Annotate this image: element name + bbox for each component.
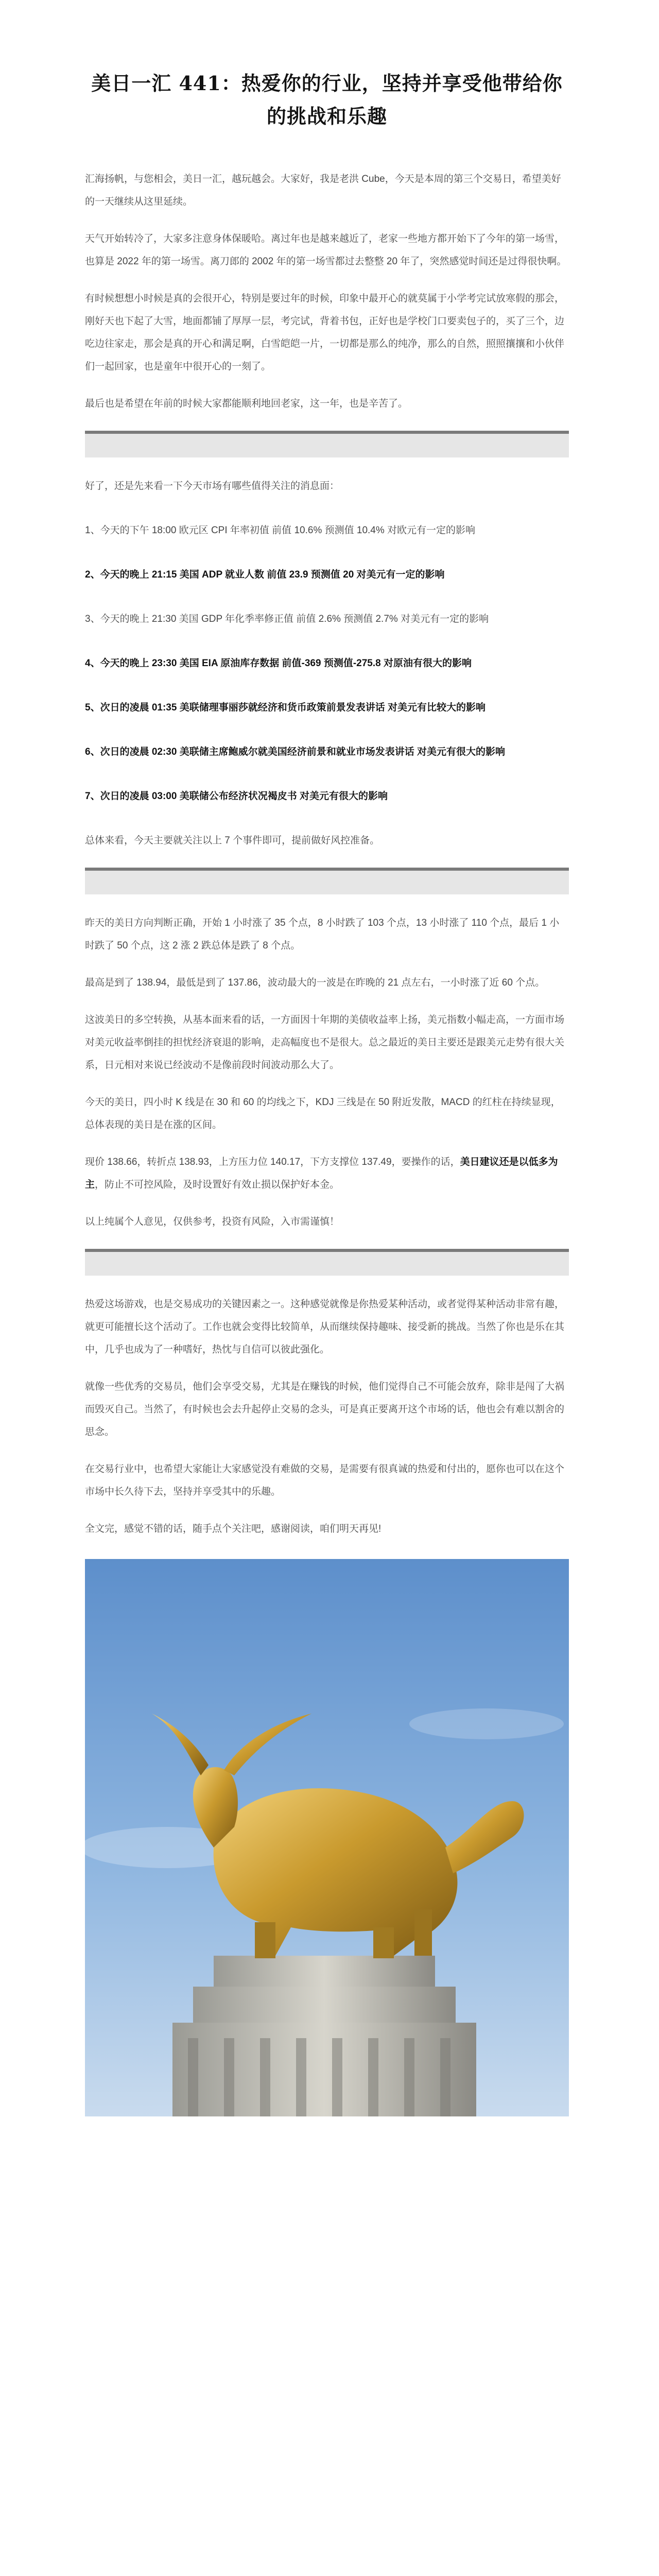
event-item: 1、今天的下午 18:00 欧元区 CPI 年率初值 前值 10.6% 预测值 10.4% 对欧元有一定的影响 [85, 525, 476, 536]
analysis-paragraph: 最高是到了 138.94，最低是到了 137.86，波动最大的一波是在昨晚的 21 点左右，一小时涨了近 60 个点。 [85, 977, 545, 988]
closing-paragraph: 在交易行业中，也希望大家能让大家感觉没有难做的交易，是需要有很真诚的热爱和付出的，愿你也可以在这个市场中长久待下去，坚持并享受其中的乐趣。 [85, 1464, 565, 1497]
events-summary: 总体来看，今天主要就关注以上 7 个事件即可，提前做好风控准备。 [85, 835, 380, 846]
event-item: 3、今天的晚上 21:30 美国 GDP 年化季率修正值 前值 2.6% 预测值 2.7% 对美元有一定的影响 [85, 614, 489, 624]
event-item: 7、次日的凌晨 03:00 美联储公布经济状况褐皮书 对美元有很大的影响 [85, 791, 388, 802]
event-item: 2、今天的晚上 21:15 美国 ADP 就业人数 前值 23.9 预测值 20 对美元有一定的影响 [85, 569, 445, 580]
intro-paragraph: 天气开始转冷了，大家多注意身体保暖哈。离过年也是越来越近了，老家一些地方都开始下了今年的第一场雪，也算是 2022 年的第一场雪。离刀郎的 2002 年的第一场雪都过去整整 20 年了，突然感觉时间还是过得很快啊。 [85, 233, 567, 267]
section-divider [85, 431, 569, 457]
events-list [85, 519, 569, 808]
article [85, 67, 569, 2116]
divider-band [85, 434, 569, 457]
intro-paragraph: 最后也是希望在年前的时候大家都能顺利地回老家，这一年，也是辛苦了。 [85, 398, 408, 409]
closing-paragraph: 就像一些优秀的交易员，他们会享受交易，尤其是在赚钱的时候，他们觉得自己不可能会放弃，除非是闯了大祸而毁灭自己。当然了，有时候也会去升起停止交易的念头，可是真正要离开这个市场的话，他也会有难以割舍的思念。 [85, 1381, 565, 1437]
analysis-paragraph: 今天的美日，四小时 K 线是在 30 和 60 的均线之下，KDJ 三线是在 50 附近发散，MACD 的红柱在持续显现，总体表现的美日是在涨的区间。 [85, 1097, 561, 1130]
analysis-paragraph: 昨天的美日方向判断正确，开始 1 小时涨了 35 个点，8 小时跌了 103 个点，13 小时涨了 110 个点，最后 1 小时跌了 50 个点，这 2 涨 2 跌总体是跌了 8 个点。 [85, 918, 560, 951]
divider-band [85, 1252, 569, 1276]
analysis-paragraph: 这波美日的多空转换，从基本面来看的话，一方面因十年期的美债收益率上扬，美元指数小幅走高，一方面市场对美元收益率倒挂的担忧经济衰退的影响，走高幅度也不是很大。总之最近的美日主要还是跟美元走势有很大关系，日元相对来说已经波动不是像前段时间波动那么大了。 [85, 1014, 565, 1071]
event-item: 4、今天的晚上 23:30 美国 EIA 原油库存数据 前值-369 预测值-275.8 对原油有很大的影响 [85, 658, 472, 669]
intro-paragraph: 汇海扬帆，与您相会，美日一汇，越玩越会。大家好，我是老洪 Cube，今天是本周的第三个交易日，希望美好的一天继续从这里延续。 [85, 174, 561, 207]
closing-paragraph: 热爱这场游戏，也是交易成功的关键因素之一。这种感觉就像是你热爱某种活动，或者觉得某种活动非常有趣，就更可能擅长这个活动了。工作也就会变得比较简单，从而继续保持趣味、接受新的挑战。当然了你也是乐在其中，几乎也成为了一种嗜好，热忱与自信可以彼此强化。 [85, 1299, 565, 1355]
section-divider [85, 868, 569, 894]
events-intro: 好了，还是先来看一下今天市场有哪些值得关注的消息面： [85, 481, 340, 492]
event-item: 5、次日的凌晨 01:35 美联储理事丽莎就经济和货币政策前景发表讲话 对美元有比较大的影响 [85, 702, 486, 713]
disclaimer: 以上纯属个人意见，仅供参考，投资有风险，入市需谨慎！ [85, 1216, 340, 1227]
strategy-emphasis: 美日建议还是以低多为主 [85, 1157, 558, 1190]
strategy-text: 现价 138.66，转折点 138.93，上方压力位 140.17，下方支撑位 137.49，要操作的话， [85, 1157, 460, 1167]
strategy-tail: ，防止不可控风险，及时设置好有效止损以保护好本金。 [95, 1179, 340, 1190]
closing-paragraph: 全文完，感觉不错的话，随手点个关注吧，感谢阅读，咱们明天再见! [85, 1523, 381, 1534]
golden-bull-photo [85, 1559, 569, 2116]
event-item: 6、次日的凌晨 02:30 美联储主席鲍威尔就美国经济前景和就业市场发表讲话 对美元有很大的影响 [85, 747, 506, 757]
article-title: 美日一汇 441：热爱你的行业，坚持并享受他带给你的挑战和乐趣 [91, 72, 563, 128]
section-divider [85, 1249, 569, 1276]
strategy-paragraph [85, 1151, 569, 1196]
intro-paragraph: 有时候想想小时候是真的会很开心，特别是要过年的时候，印象中最开心的就莫属于小学考完试放寒假的那会，刚好天也下起了大雪，地面都铺了厚厚一层，考完试，背着书包，正好也是学校门口要卖包子的，买了三个，边吃边往家走，那会是真的开心和满足啊，白雪皑皑一片，一切都是那么的纯净，那么的自然，照照攘攘和小伙伴们一起回家，也是童年中很开心的一刻了。 [85, 293, 565, 372]
divider-band [85, 871, 569, 894]
bull-statue-illustration [85, 1559, 569, 2116]
